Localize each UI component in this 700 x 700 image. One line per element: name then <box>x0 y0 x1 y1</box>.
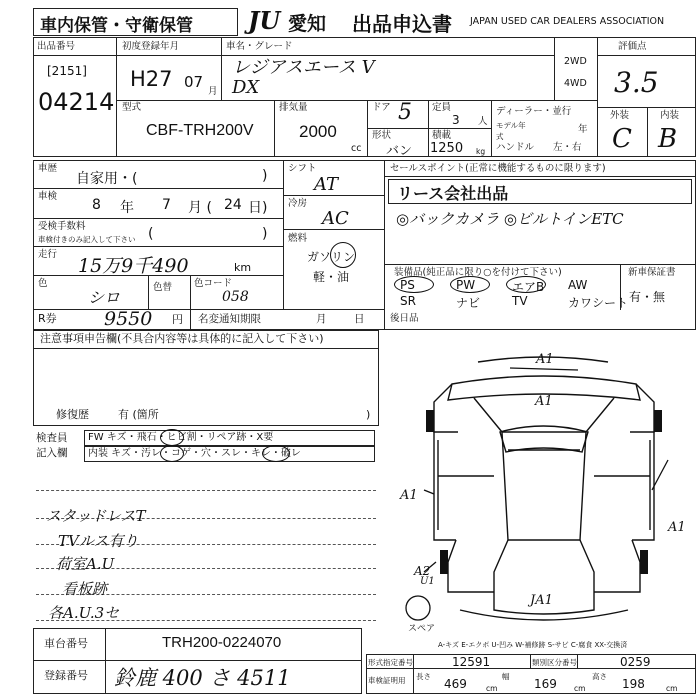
recycle-label: R券 <box>38 312 57 325</box>
divider <box>283 229 384 230</box>
divider <box>384 176 696 177</box>
divider <box>148 275 149 309</box>
load-unit: kg <box>476 147 486 156</box>
rating-label: 評価点 <box>618 41 647 52</box>
damage-mark-u1: U1 <box>420 576 435 587</box>
year-unit: 年 <box>578 124 588 135</box>
doors-value: 5 <box>398 100 412 125</box>
equipment-item: SR <box>400 294 416 308</box>
damage-mark-hood: A1 <box>535 394 553 409</box>
chassis-label: 車台番号 <box>44 637 88 650</box>
car-name-line2: DX <box>232 77 260 98</box>
divider <box>221 37 222 100</box>
divider <box>33 246 283 247</box>
divider <box>283 195 384 196</box>
cert-label: 車検証明用 <box>368 676 406 685</box>
divider <box>283 160 284 310</box>
record-label: 記入欄 <box>36 447 68 459</box>
height-unit: cm <box>666 684 678 693</box>
length-unit: cm <box>486 684 498 693</box>
fuel-diesel: 軽・油 <box>313 270 350 284</box>
divider <box>190 309 191 330</box>
mileage-unit: km <box>234 261 252 274</box>
capacity-label: 定員 <box>432 102 452 113</box>
color-value: シロ <box>88 288 121 307</box>
damage-mark-rear: JA1 <box>530 593 553 608</box>
inspection-label: 車検 <box>38 191 58 202</box>
divider <box>384 160 385 330</box>
month-unit: 月 <box>208 86 218 97</box>
listing-number-label: 出品番号 <box>37 41 76 52</box>
selling-title: リース会社出品 <box>397 184 509 203</box>
length-value: 469 <box>444 677 467 691</box>
type-spec-value: 12591 <box>452 655 491 669</box>
caution-label: 注意事項申告欄(不具合内容等は具体的に記入して下さい) <box>40 332 324 345</box>
registration-era: H27 <box>130 67 173 91</box>
storage-label: 車内保管・守衛保管 <box>40 16 193 36</box>
displacement-label: 排気量 <box>279 102 308 113</box>
receipt-close: ) <box>262 226 268 242</box>
divider <box>384 264 696 265</box>
length-label: 長さ <box>416 672 431 681</box>
rating-score: 3.5 <box>614 66 659 99</box>
ac-label: 冷房 <box>288 198 308 209</box>
tax-day-unit: 日 <box>354 313 365 325</box>
capacity-value: 3 <box>452 113 460 127</box>
note-line-4: 看板跡 <box>62 580 108 598</box>
prefecture-label: 愛知 <box>288 13 327 35</box>
new-cert-options: 有・無 <box>629 290 666 304</box>
recycle-value: 9550 <box>104 308 153 330</box>
height-label: 高さ <box>592 672 607 681</box>
divider <box>33 309 384 310</box>
class-label: 類別区分番号 <box>532 658 577 667</box>
width-unit: cm <box>574 684 586 693</box>
association-name: JAPAN USED CAR DEALERS ASSOCIATION <box>470 16 665 27</box>
selling-note: ◎バックカメラ ◎ビルトインETC <box>396 210 624 228</box>
equipment-item: AW <box>568 278 588 292</box>
inspection-day: 24 <box>224 197 242 213</box>
ju-logo: JU <box>248 6 281 35</box>
drive-4wd: 4WD <box>564 78 587 89</box>
drive-2wd: 2WD <box>564 56 587 67</box>
repair-value: 有 (箇所 <box>118 408 159 421</box>
divider <box>491 100 492 157</box>
int-grade: B <box>658 124 678 154</box>
shift-label: シフト <box>288 163 317 174</box>
note-line-5: 各A.U.3セ <box>48 604 120 622</box>
receipt-label: 受検手数料 <box>38 221 86 232</box>
chassis-number: TRH200-0224070 <box>162 634 282 651</box>
usage-label: 車歴 <box>38 163 58 174</box>
shift-value: AT <box>314 174 339 195</box>
equipment-label: 装備品(純正品に限り○を付けて下さい) <box>394 267 562 278</box>
car-damage-diagram <box>390 340 696 636</box>
divider <box>647 107 648 157</box>
fw-row: FW キズ・飛石・ヒビ割・リペア跡・X要 <box>88 432 274 443</box>
width-label: 幅 <box>502 672 510 681</box>
divider <box>116 100 597 101</box>
divider <box>33 348 379 349</box>
equipment-circle <box>506 276 546 293</box>
damage-mark-a2: A2 <box>414 564 431 578</box>
class-value: 0259 <box>620 655 651 669</box>
color-code-value: 058 <box>222 289 249 305</box>
divider <box>33 660 362 661</box>
mileage-label: 走行 <box>38 249 58 260</box>
note-line-1: スタッドレスT <box>46 507 146 525</box>
lot-bracket: [2151] <box>47 64 87 78</box>
divider <box>33 55 116 56</box>
car-name-label: 車名・グレード <box>226 41 293 52</box>
ext-grade: C <box>612 124 632 154</box>
note-line-2: TVルス有り <box>58 532 139 550</box>
displacement: 2000 <box>299 122 337 141</box>
spare-label: スペア <box>408 624 436 634</box>
load-value: 1250 <box>430 141 464 156</box>
type-spec-label: 形式指定番号 <box>368 658 413 667</box>
recycle-unit: 円 <box>172 313 183 326</box>
fuel-label: 燃料 <box>288 233 308 244</box>
equipment-circle <box>450 276 490 293</box>
selling-points-label: セールスポイント(正常に機能するものに限ります) <box>390 163 606 174</box>
equipment-item: ナビ <box>456 296 481 310</box>
damage-mark-left: A1 <box>400 488 418 503</box>
damage-mark-right: A1 <box>668 520 686 535</box>
car-name-line1: レジアスエース V <box>232 57 375 78</box>
fuel-gasoline: ガソリン <box>307 250 356 264</box>
divider <box>274 100 275 157</box>
plate-number: 鈴鹿 400 さ 4511 <box>114 666 291 690</box>
tax-month-unit: 月 <box>316 313 327 325</box>
new-cert-label: 新車保証書 <box>628 267 676 278</box>
divider <box>597 55 696 56</box>
int-row: 内装 キズ・汚レ・コゲ・穴・スレ・キレ・破レ <box>88 448 301 459</box>
listing-number: 04214 <box>38 88 115 116</box>
mileage-value: 15万9千490 <box>78 255 189 277</box>
equipment-item: PW <box>456 278 476 292</box>
height-value: 198 <box>622 677 645 691</box>
inspector-label: 検査員 <box>36 432 68 444</box>
ext-label: 外装 <box>610 110 630 121</box>
ac-value: AC <box>322 208 349 229</box>
after-items-label: 後日品 <box>390 313 419 324</box>
inspection-day-unit: 日) <box>248 200 268 216</box>
equipment-item: TV <box>512 294 528 308</box>
repair-close: ) <box>366 408 371 421</box>
equipment-item: カワシート <box>568 296 629 310</box>
model-label: 型式 <box>122 102 142 113</box>
registration-month: 07 <box>184 73 204 91</box>
handle-options: 左・右 <box>553 142 582 153</box>
capacity-unit: 人 <box>478 116 488 127</box>
inspection-month: 7 <box>162 197 171 213</box>
load-label: 積載 <box>432 130 452 141</box>
divider <box>367 128 491 129</box>
cc-unit: cc <box>351 143 362 154</box>
repair-label: 修復歴 <box>56 408 89 421</box>
equipment-circle <box>394 276 434 293</box>
wear-circle <box>262 445 290 462</box>
usage-value: 自家用・( <box>76 171 138 187</box>
receipt-note: 車検付きのみ記入して下さい <box>38 235 136 244</box>
model-year-label: モデル年式 <box>496 121 526 141</box>
color-code-label: 色コード <box>194 278 233 289</box>
model-code: CBF-TRH200V <box>146 122 254 139</box>
damage-mark-front: A1 <box>536 352 554 367</box>
shape-value: バン <box>386 144 413 159</box>
receipt-open: ( <box>148 226 154 242</box>
handle-label: ハンドル <box>496 142 535 153</box>
divider <box>413 654 414 694</box>
tax-notice-label: 名変通知期限 <box>198 313 261 325</box>
divider <box>33 218 283 219</box>
inspection-month-unit: 月 ( <box>188 200 212 216</box>
fuel-gasoline-circle <box>330 242 356 268</box>
equipment-item: PS <box>400 278 415 292</box>
form-title: 出品申込書 <box>352 12 452 36</box>
stain-circle <box>160 445 184 462</box>
int-label: 内装 <box>660 110 680 121</box>
note-dash-line <box>36 490 376 491</box>
doors-label: ドア <box>372 102 391 113</box>
note-line-3: 荷室A.U <box>56 555 115 573</box>
registration-label: 初度登録年月 <box>122 41 180 52</box>
inspection-year-unit: 年 <box>120 200 134 216</box>
color-change-label: 色替 <box>153 282 173 293</box>
width-value: 169 <box>534 677 557 691</box>
divider <box>105 628 106 694</box>
divider <box>33 188 283 189</box>
divider <box>530 654 531 668</box>
divider <box>554 37 555 100</box>
divider <box>190 275 191 309</box>
divider <box>577 654 578 668</box>
divider <box>116 55 221 56</box>
color-label: 色 <box>38 278 48 289</box>
chip-circle <box>160 429 184 446</box>
dealer-label: ディーラー・並行 <box>496 106 572 117</box>
equipment-item: エアB <box>512 280 545 294</box>
plate-label: 登録番号 <box>44 669 88 682</box>
usage-close: ) <box>262 168 268 184</box>
damage-legend: A-キズ E-エクボ U-凹み W-補修跡 S-サビ C-腐食 XX-交換済 <box>438 641 628 649</box>
shape-label: 形状 <box>372 130 392 141</box>
inspection-year: 8 <box>92 197 101 213</box>
